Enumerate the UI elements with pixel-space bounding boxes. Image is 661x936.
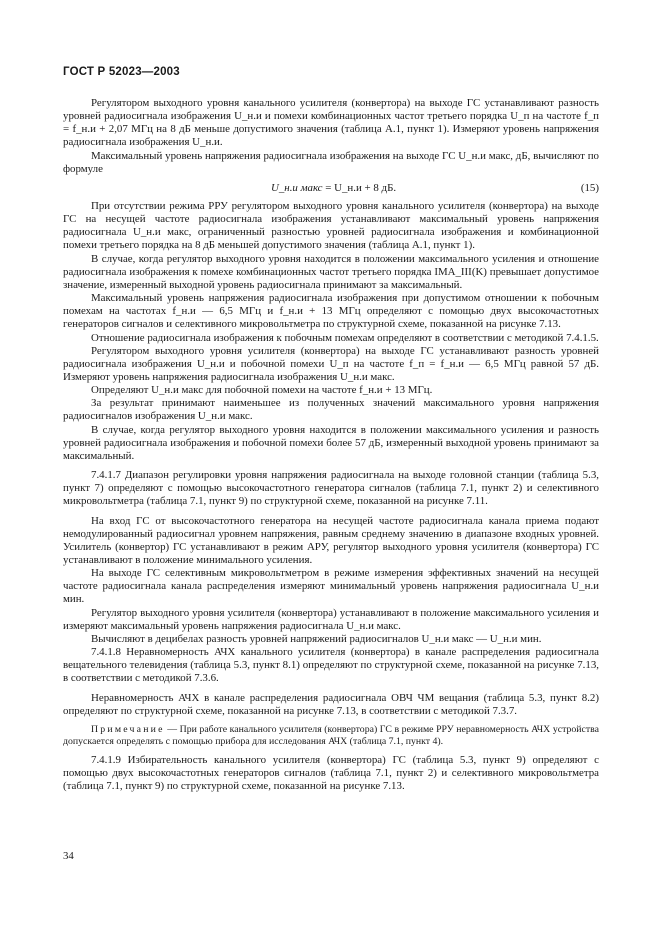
- paragraph: На выходе ГС селективным микровольтметром в режиме измерения эффективных значений на несущей частоте радиосигнала канала распределения измеряют минимальный уровень напряжения радиосигнала U_н.и мин.: [63, 567, 599, 606]
- document-body: [63, 97, 599, 794]
- formula-expression: [271, 182, 396, 195]
- note-text: — При работе канального усилителя (конвертора) ГС в режиме РРУ неравномерность АЧХ устройства допускается определять с помощью прибора для исследования АЧХ (таблица 7.1, пункт 4).: [63, 723, 599, 748]
- formula-rhs: = U_н.и + 8 дБ.: [325, 181, 397, 194]
- paragraph: Максимальный уровень напряжения радиосигнала изображения на выходе ГС U_н.и макс, дБ, вычисляют по формуле: [63, 149, 599, 175]
- page-number: 34: [63, 850, 74, 862]
- section-7-4-1-9: 7.4.1.9 Избирательность канального усилителя (конвертора) ГС (таблица 5.3, пункт 9) определяют с помощью двух высокочастотных генераторов сигналов (таблица 7.1, пункт 2) и селективного микровольтметра (таблица 7.1, пункт 9) по структурной схеме, показанной на рисунке 7.13.: [63, 754, 599, 793]
- paragraph: Отношение радиосигнала изображения к побочным помехам определяют в соответствии с методикой 7.4.1.5.: [91, 331, 599, 344]
- paragraph: Регулятором выходного уровня канального усилителя (конвертора) на выходе ГС устанавливают разность уровней радиосигнала изображения U_н.и и помехи комбинационных частот третьего порядка U_п на частоте f_п = f_н.и + 2,07 МГц на 8 дБ меньше допустимого значения (таблица А.1, пункт 1). Измеряют уровень напряжения радиосигнала изображения U_н.и.: [63, 97, 599, 149]
- page-header: ГОСТ Р 52023—2003: [63, 66, 180, 78]
- paragraph: Максимальный уровень напряжения радиосигнала изображения при допустимом отношении к побочным помехам на частотах f_н.и — 6,5 МГц и f_н.и + 13 МГц определяют с помощью двух высокочастотных генераторов сигналов и селективного микровольтметра по структурной схеме, показанной на рисунке 7.13.: [63, 292, 599, 331]
- note-label: Примечание: [91, 723, 165, 735]
- paragraph: Неравномерность АЧХ в канале распределения радиосигнала ОВЧ ЧМ вещания (таблица 5.3, пункт 8.2) определяют по структурной схеме, показанной на рисунке 7.13, в соответствии с методикой 7.3.7.: [63, 691, 599, 717]
- paragraph: Регулятор выходного уровня усилителя (конвертора) устанавливают в положение максимального усиления и измеряют максимальный уровень напряжения радиосигнала U_н.и макс.: [63, 606, 599, 632]
- paragraph: За результат принимают наименьшее из полученных значений максимального уровня напряжения радиосигналов изображения U_н.и макс.: [63, 397, 599, 423]
- formula-15: [63, 181, 599, 196]
- paragraph: В случае, когда регулятор выходного уровня находится в положении максимального усиления и разность уровней радиосигнала изображения и побочной помехи более 57 дБ, измеренный выходной уровень принимают за максимальный.: [63, 423, 599, 462]
- paragraph: В случае, когда регулятор выходного уровня находится в положении максимального усиления и отношение радиосигнала изображения к помехе комбинационных частот третьего порядка IMA_III(K) превышает допустимое значение, измеренный выходной уровень радиосигнала принимают за максимальный.: [63, 252, 599, 291]
- formula-number: (15): [580, 181, 599, 194]
- paragraph: Определяют U_н.и макс для побочной помехи на частоте f_н.и + 13 МГц.: [91, 384, 433, 397]
- formula-lhs: U_н.и макс: [271, 181, 323, 194]
- paragraph: Вычисляют в децибелах разность уровней напряжений радиосигналов U_н.и макс — U_н.и мин.: [91, 632, 542, 645]
- section-7-4-1-8: 7.4.1.8 Неравномерность АЧХ канального усилителя (конвертора) в канале распределения радиосигнала вещательного телевидения (таблица 5.3, пункт 8.1) определяют по структурной схеме, показанной на рисунке 7.13, в соответствии с методикой 7.3.6.: [63, 646, 599, 685]
- paragraph: На вход ГС от высокочастотного генератора на несущей частоте радиосигнала канала приема подают немодулированный радиосигнал уровнем напряжения, равным среднему значению в диапазоне входных уровней. Усилитель (конвертор) ГС устанавливают в режим АРУ, регулятор выходного уровня усилителя (конвертора) ГС устанавливают в положение минимального усиления.: [63, 514, 599, 566]
- paragraph: Регулятором выходного уровня усилителя (конвертора) на выходе ГС устанавливают разность уровней радиосигнала изображения U_н.и и побочной помехи U_п на частоте f_п = f_н.и — 6,5 МГц равной 57 дБ. Измеряют уровень напряжения радиосигнала изображения U_н.и макс.: [63, 344, 599, 383]
- note: [63, 724, 599, 749]
- section-7-4-1-7: 7.4.1.7 Диапазон регулировки уровня напряжения радиосигнала на выходе головной станции (таблица 5.3, пункт 7) определяют с помощью высокочастотного генератора сигналов (таблица 7.1, пункт 2) и селективного микровольтметра (таблица 7.1, пункт 9) по структурной схеме, показанной на рисунке 7.11.: [63, 469, 599, 508]
- paragraph: При отсутствии режима РРУ регулятором выходного уровня канального усилителя (конвертора) на выходе ГС на несущей частоте радиосигнала изображения устанавливают максимальный уровень напряжения радиосигнала U_н.и макс, ограниченный разностью уровней радиосигнала изображения и комбинационной помехи третьего порядка на 8 дБ меньшей допустимого значения (таблица А.1, пункт 1).: [63, 199, 599, 252]
